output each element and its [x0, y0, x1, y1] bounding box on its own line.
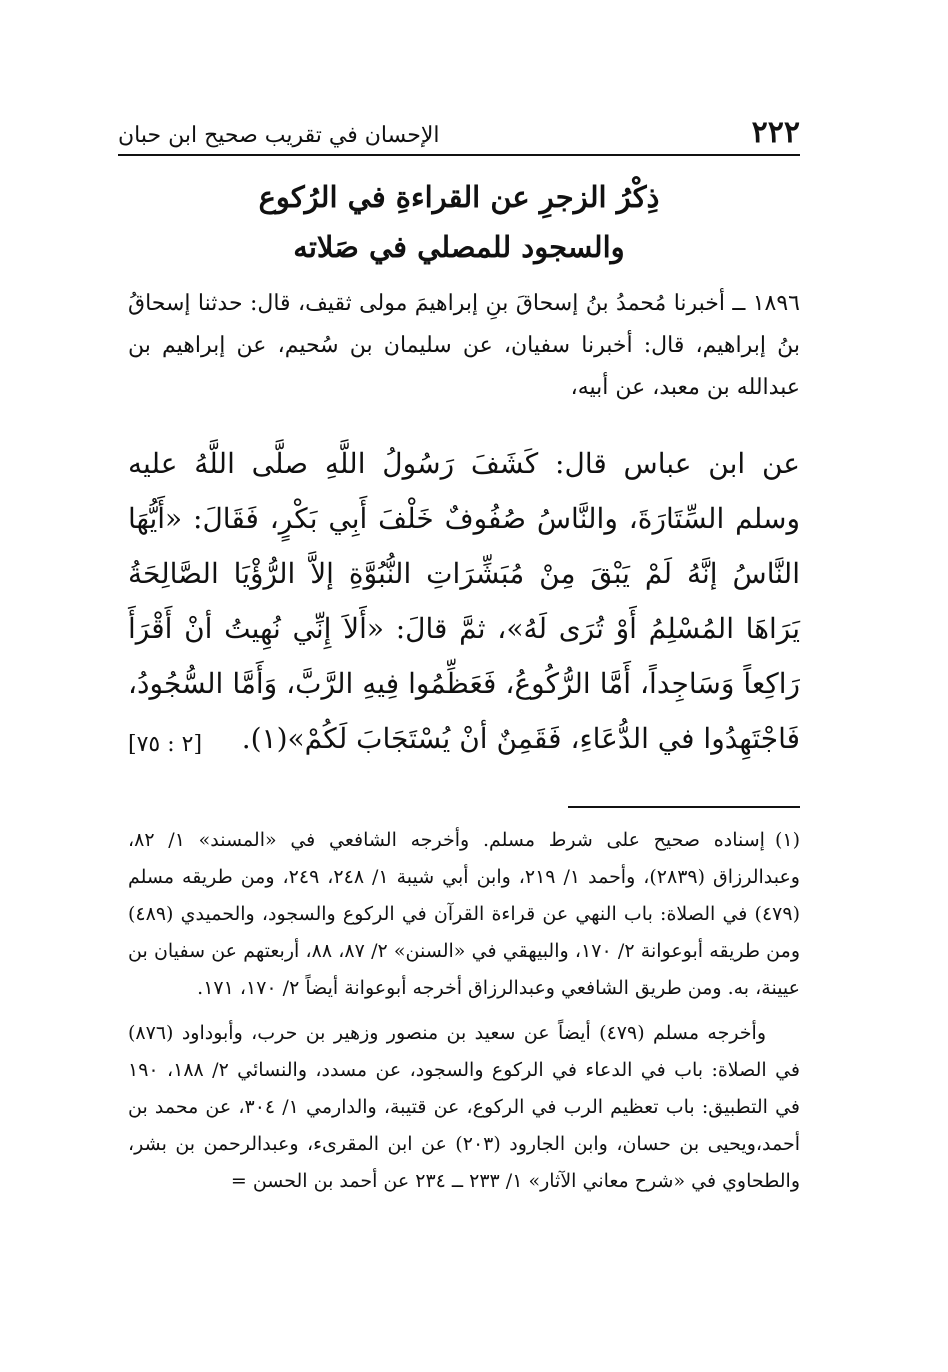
- chapter-title-line-1: ذِكْرُ الزجرِ عن القراءةِ في الرُكوع: [258, 180, 660, 214]
- chapter-title-line-2: والسجود للمصلي في صَلاته: [293, 230, 625, 264]
- footnote-1: [128, 822, 800, 1007]
- page-header: [118, 110, 800, 156]
- chapter-heading: [118, 172, 800, 272]
- hadith-matn-block: [128, 436, 800, 772]
- hadith-matn-text: عن ابن عباس قال: كَشَفَ رَسُولُ اللَّهِ صلَّى اللَّهُ عليه وسلم السِّتَارَةَ، والنَّاسُ صُفُوفٌ خَلْفَ أَبِي بَكْرٍ، فَقَالَ: «أَيُّهَا النَّاسُ إنَّهُ لَمْ يَبْقَ مِنْ مُبَشِّرَاتِ النُّبُوَّةِ إلاَّ الرُّؤْيَا الصَّالِحَةُ يَرَاهَا المُسْلِمُ أَوْ تُرَى لَهُ»، ثمَّ قالَ: «أَلاَ إِنِّي نُهِيتُ أنْ أَقْرَأَ رَاكِعاً وَسَاجِداً، أَمَّا الرُّكُوعُ، فَعَظِّمُوا فِيهِ الرَّبَّ، وَأَمَّا السُّجُودُ، فَاجْتَهِدُوا في الدُّعَاءِ، فَقَمِنٌ أنْ يُسْتَجَابَ لَكُمْ»(١).: [128, 447, 800, 755]
- footnote-1-continuation: وأخرجه مسلم (٤٧٩) أيضاً عن سعيد بن منصور وزهير بن حرب، وأبوداود (٨٧٦) في الصلاة: باب في الدعاء في الركوع والسجود، عن مسدد، والنسائي ٢/ ١٨٨، ١٩٠ في التطبيق: باب تعظيم الرب في الركوع، عن قتيبة، والدارمي ١/ ٣٠٤، عن محمد بن أحمد،ويحيى بن حسان، وابن الجارود (٢٠٣) عن ابن المقرىء، وعبدالرحمن بن بشر، والطحاوي في «شرح معاني الآثار» ١/ ٢٣٣ ــ ٢٣٤ عن أحمد بن الحسن =: [128, 1022, 800, 1192]
- hadith-matn: [128, 436, 800, 766]
- hadith-isnad-block: [128, 283, 800, 409]
- page-number: ٢٢٢: [751, 115, 800, 150]
- running-title: الإحسان في تقريب صحيح ابن حبان: [118, 123, 440, 148]
- footnote-divider: [568, 806, 800, 808]
- hadith-isnad: ١٨٩٦ ــ أخبرنا مُحمدُ بنُ إسحاقَ بنِ إبراهيمَ مولى ثقيف، قال: حدثنا إسحاقُ بنُ إبراهيم، قال: أخبرنا سفيان، عن سليمان بن سُحيم، عن إبراهيم بن عبدالله بن معبد، عن أبيه،: [128, 291, 800, 400]
- footnotes: [128, 822, 800, 1200]
- hadith-reference: [٢ : ٧٥]: [128, 732, 203, 757]
- footnote-label: (١): [774, 829, 800, 851]
- footnote-1-text: إسناده صحيح على شرط مسلم. وأخرجه الشافعي في «المسند» ١/ ٨٢، وعبدالرزاق (٢٨٣٩)، وأحمد ١/ ٢١٩، وابن أبي شيبة ١/ ٢٤٨، ٢٤٩، ومن طريقه مسلم (٤٧٩) في الصلاة: باب النهي عن قراءة القرآن في الركوع والسجود، والحميدي (٤٨٩) ومن طريقه أبوعوانة ٢/ ١٧٠، والبيهقي في «السنن» ٢/ ٨٧، ٨٨، أربعتهم عن سفيان بن عيينة، به. ومن طريق الشافعي وعبدالرزاق أخرجه أبوعوانة أيضاً ٢/ ١٧٠، ١٧١.: [128, 829, 801, 999]
